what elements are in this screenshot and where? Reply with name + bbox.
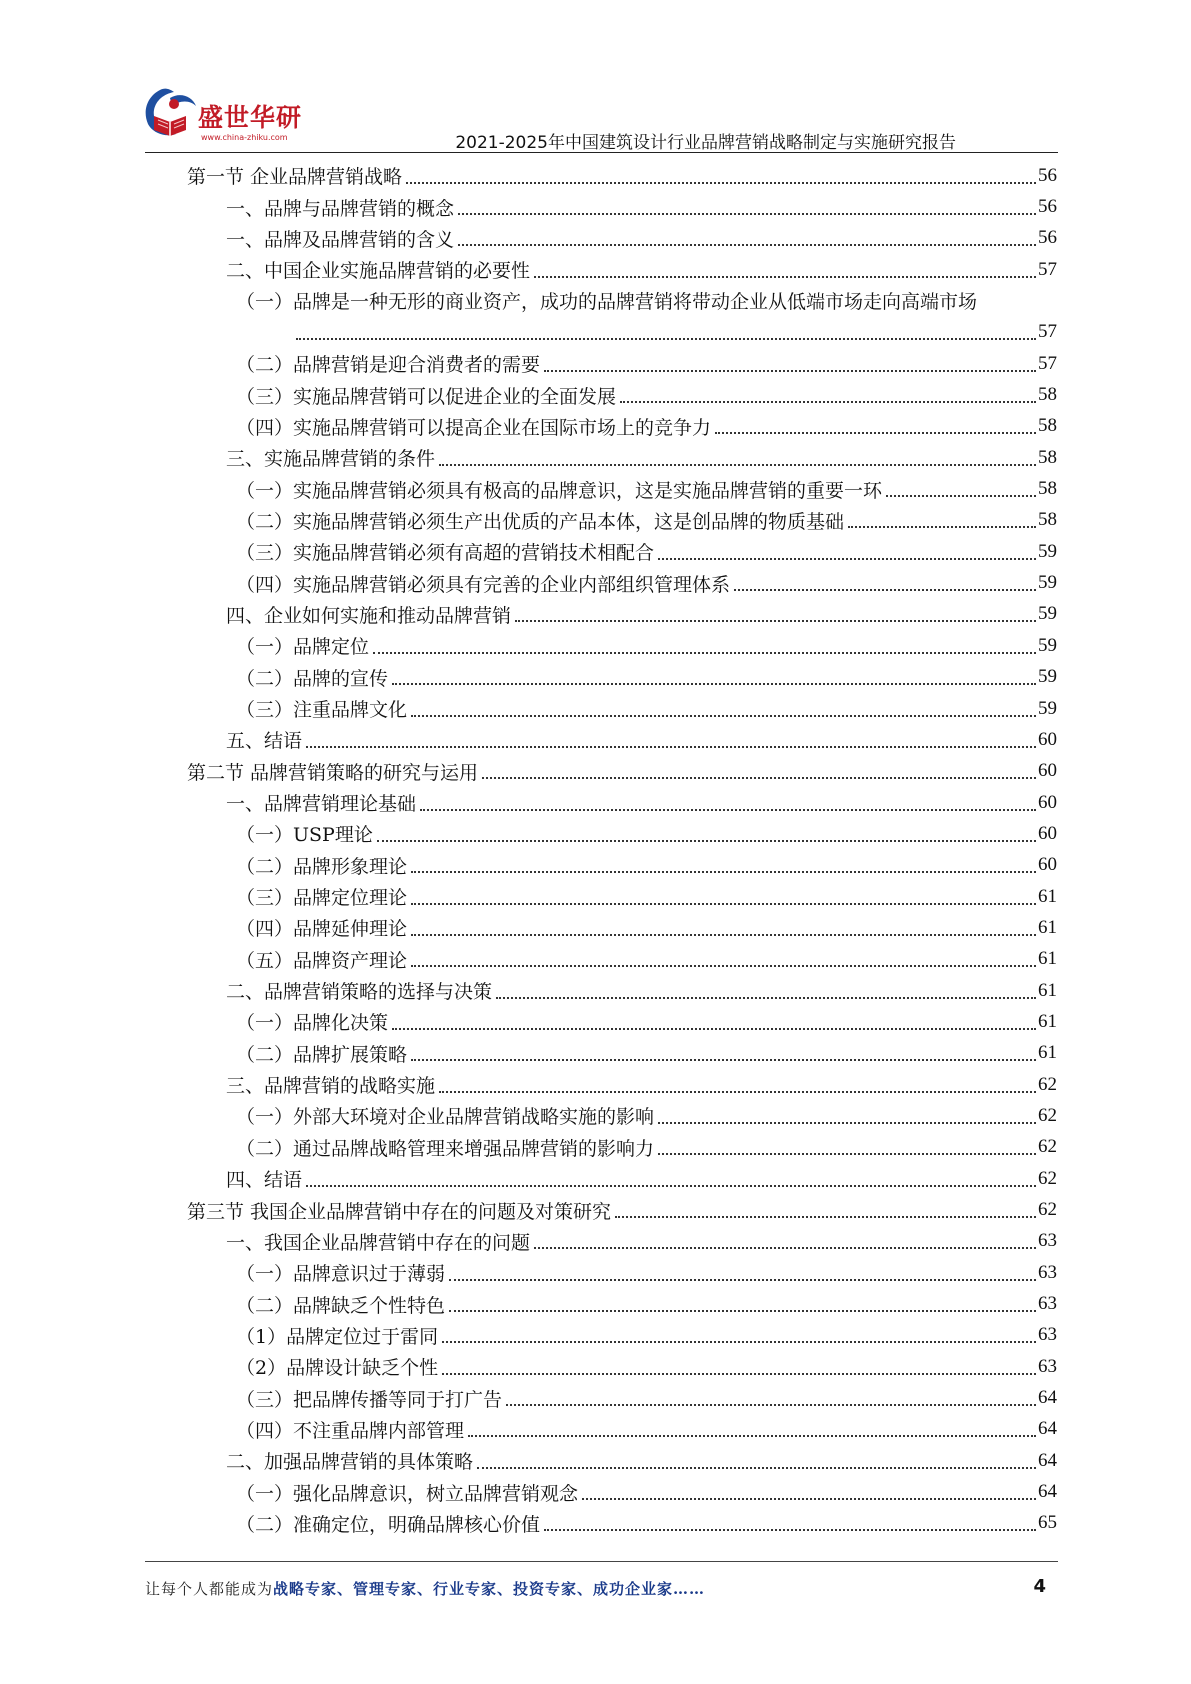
toc-entry-title: （一）品牌定位 xyxy=(236,636,370,659)
toc-dot-leader xyxy=(544,370,1036,372)
toc-dot-leader xyxy=(442,1373,1036,1375)
page-footer xyxy=(145,1578,1058,1608)
toc-entry[interactable] xyxy=(187,379,1057,410)
report-title: 2021-2025年中国建筑设计行业品牌营销战略制定与实施研究报告 xyxy=(455,133,956,153)
toc-entry[interactable] xyxy=(187,1163,1057,1194)
toc-entry-title: （四）实施品牌营销可以提高企业在国际市场上的竞争力 xyxy=(236,416,712,439)
toc-dot-leader xyxy=(715,432,1036,434)
toc-dot-leader xyxy=(411,965,1036,967)
toc-page-number: 58 xyxy=(1038,478,1057,500)
toc-page-number: 56 xyxy=(1038,227,1057,249)
toc-entry-title: （二）准确定位，明确品牌核心价值 xyxy=(236,1513,541,1536)
toc-dot-leader xyxy=(534,1247,1036,1249)
toc-dot-leader xyxy=(848,526,1036,528)
toc-dot-leader xyxy=(658,1153,1036,1155)
toc-entry[interactable] xyxy=(187,1069,1057,1100)
toc-entry-title: 一、品牌与品牌营销的概念 xyxy=(226,197,455,220)
toc-page-number: 61 xyxy=(1038,979,1057,1001)
toc-page-number: 62 xyxy=(1038,1199,1057,1221)
toc-entry-title: （二）通过品牌战略管理来增强品牌营销的影响力 xyxy=(236,1137,655,1160)
toc-entry-title: （四）品牌延伸理论 xyxy=(236,918,408,941)
toc-entry-title: （一）实施品牌营销必须具有极高的品牌意识，这是实施品牌营销的重要一环 xyxy=(236,479,883,502)
toc-entry-title: （一）外部大环境对企业品牌营销战略实施的影响 xyxy=(236,1106,655,1129)
toc-page-number: 59 xyxy=(1038,697,1057,719)
toc-dot-leader xyxy=(544,1529,1036,1531)
toc-dot-leader xyxy=(458,213,1036,215)
toc-page-number: 63 xyxy=(1038,1355,1057,1377)
brand-url: www.china-zhiku.com xyxy=(201,133,288,142)
toc-entry[interactable] xyxy=(187,787,1057,818)
toc-entry[interactable] xyxy=(187,442,1057,473)
toc-dot-leader xyxy=(496,997,1036,999)
toc-entry[interactable] xyxy=(187,473,1057,504)
toc-page-number: 61 xyxy=(1038,948,1057,970)
toc-entry-title: （2）品牌设计缺乏个性 xyxy=(236,1357,439,1380)
toc-entry[interactable] xyxy=(187,912,1057,943)
toc-entry-title: 四、企业如何实施和推动品牌营销 xyxy=(226,604,512,627)
toc-entry-title: （三）实施品牌营销必须有高超的营销技术相配合 xyxy=(236,542,655,565)
toc-entry[interactable] xyxy=(187,1476,1057,1507)
toc-dot-leader xyxy=(411,903,1036,905)
toc-entry[interactable] xyxy=(187,1382,1057,1413)
toc-entry-title: 一、品牌及品牌营销的含义 xyxy=(226,228,455,251)
toc-entry-title: （二）品牌的宣传 xyxy=(236,667,389,690)
toc-entry[interactable] xyxy=(187,662,1057,693)
toc-entry-title: 三、品牌营销的战略实施 xyxy=(226,1075,436,1098)
header-divider xyxy=(145,152,1058,153)
toc-dot-leader xyxy=(392,1028,1036,1030)
toc-entry-title: （1）品牌定位过于雷同 xyxy=(236,1325,439,1348)
toc-entry[interactable] xyxy=(187,1351,1057,1382)
toc-entry[interactable] xyxy=(187,1226,1057,1257)
toc-page-number: 61 xyxy=(1038,916,1057,938)
toc-entry[interactable] xyxy=(187,756,1057,787)
toc-dot-leader xyxy=(468,1435,1036,1437)
toc-entry[interactable] xyxy=(187,881,1057,912)
toc-page-number: 62 xyxy=(1038,1073,1057,1095)
toc-dot-leader xyxy=(458,244,1036,246)
slogan-prefix: 让每个人都能成为 xyxy=(145,1580,274,1598)
toc-dot-leader xyxy=(658,1122,1036,1124)
toc-entry-title: （二）实施品牌营销必须生产出优质的产品本体，这是创品牌的物质基础 xyxy=(236,510,845,533)
toc-entry[interactable] xyxy=(187,1132,1057,1163)
toc-dot-leader xyxy=(411,1059,1036,1061)
toc-page-number: 60 xyxy=(1038,854,1057,876)
toc-entry-title: 二、中国企业实施品牌营销的必要性 xyxy=(226,260,531,283)
toc-page-number: 64 xyxy=(1038,1387,1057,1409)
toc-dot-leader xyxy=(377,840,1036,842)
toc-dot-leader xyxy=(449,1279,1036,1281)
toc-entry[interactable] xyxy=(187,1508,1057,1539)
toc-entry[interactable] xyxy=(187,348,1057,379)
toc-page-number: 62 xyxy=(1038,1104,1057,1126)
toc-dot-leader xyxy=(477,1467,1036,1469)
toc-page-number: 58 xyxy=(1038,446,1057,468)
toc-dot-leader xyxy=(734,589,1036,591)
toc-entry[interactable] xyxy=(187,1445,1057,1476)
toc-entry-wrapped[interactable] xyxy=(187,285,1057,316)
toc-entry[interactable] xyxy=(187,1194,1057,1225)
toc-entry-title: 四、结语 xyxy=(226,1169,303,1192)
brand-logo xyxy=(140,82,320,152)
toc-page-number: 57 xyxy=(1038,258,1057,280)
toc-entry-title: 三、实施品牌营销的条件 xyxy=(226,448,436,471)
toc-entry[interactable] xyxy=(187,1320,1057,1351)
toc-entry-title: 一、我国企业品牌营销中存在的问题 xyxy=(226,1231,531,1254)
toc-entry[interactable] xyxy=(187,223,1057,254)
page-header xyxy=(0,0,1191,152)
footer-divider xyxy=(145,1561,1058,1562)
toc-page-number: 59 xyxy=(1038,540,1057,562)
toc-page-number: 58 xyxy=(1038,415,1057,437)
toc-dot-leader xyxy=(406,182,1036,184)
toc-entry-title: （一）强化品牌意识，树立品牌营销观念 xyxy=(236,1482,579,1505)
brand-name: 盛世华研 xyxy=(198,103,303,132)
toc-entry-title: （四）不注重品牌内部管理 xyxy=(236,1419,465,1442)
toc-entry-title: （一）USP理论 xyxy=(236,824,373,847)
toc-page-number: 61 xyxy=(1038,1010,1057,1032)
toc-page-number: 64 xyxy=(1038,1481,1057,1503)
toc-page-number: 60 xyxy=(1038,822,1057,844)
toc-page-number: 56 xyxy=(1038,196,1057,218)
toc-page-number: 64 xyxy=(1038,1418,1057,1440)
toc-entry[interactable] xyxy=(187,1006,1057,1037)
toc-entry-title: （一）品牌是一种无形的商业资产，成功的品牌营销将带动企业从低端市场走向高端市场 xyxy=(236,291,978,314)
toc-page-number: 59 xyxy=(1038,666,1057,688)
toc-dot-leader xyxy=(306,746,1036,748)
toc-page-number: 60 xyxy=(1038,760,1057,782)
toc-entry-wrapped-continuation[interactable] xyxy=(187,316,1057,348)
toc-dot-leader xyxy=(615,1216,1036,1218)
toc-entry[interactable] xyxy=(187,1414,1057,1445)
page-number: 4 xyxy=(1033,1576,1046,1597)
toc-entry-title: （一）品牌意识过于薄弱 xyxy=(236,1263,446,1286)
toc-entry-title: （四）实施品牌营销必须具有完善的企业内部组织管理体系 xyxy=(236,573,731,596)
toc-dot-leader xyxy=(420,809,1036,811)
toc-dot-leader xyxy=(506,1404,1036,1406)
toc-entry[interactable] xyxy=(187,191,1057,222)
toc-entry[interactable] xyxy=(187,160,1057,191)
toc-dot-leader xyxy=(534,276,1036,278)
toc-page-number: 58 xyxy=(1038,509,1057,531)
toc-entry-title: （五）品牌资产理论 xyxy=(236,949,408,972)
toc-dot-leader xyxy=(439,1091,1036,1093)
toc-entry[interactable] xyxy=(187,599,1057,630)
toc-entry[interactable] xyxy=(187,850,1057,881)
toc-entry[interactable] xyxy=(187,944,1057,975)
toc-entry-title: （一）品牌化决策 xyxy=(236,1012,389,1035)
toc-entry-title: （二）品牌扩展策略 xyxy=(236,1043,408,1066)
toc-entry-title: （二）品牌营销是迎合消费者的需要 xyxy=(236,354,541,377)
toc-page-number: 60 xyxy=(1038,791,1057,813)
toc-entry[interactable] xyxy=(187,693,1057,724)
toc-dot-leader xyxy=(442,1341,1036,1343)
toc-page-number: 61 xyxy=(1038,1042,1057,1064)
toc-entry-title: 二、加强品牌营销的具体策略 xyxy=(226,1451,474,1474)
toc-entry-title: （二）品牌缺乏个性特色 xyxy=(236,1294,446,1317)
toc-dot-leader xyxy=(411,934,1036,936)
book-logo-icon xyxy=(140,82,202,142)
toc-page-number: 59 xyxy=(1038,603,1057,625)
toc-entry[interactable] xyxy=(187,1288,1057,1319)
toc-entry-title: 二、品牌营销策略的选择与决策 xyxy=(226,981,493,1004)
toc-entry[interactable] xyxy=(187,536,1057,567)
toc-entry-title: 五、结语 xyxy=(226,730,303,753)
toc-entry[interactable] xyxy=(187,505,1057,536)
slogan-roles: 战略专家、管理专家、行业专家、投资专家、成功企业家…… xyxy=(273,1580,706,1598)
toc-dot-leader xyxy=(582,1498,1036,1500)
toc-page-number: 63 xyxy=(1038,1324,1057,1346)
toc-entry-title: （三）品牌定位理论 xyxy=(236,887,408,910)
toc-entry-title: 第一节 企业品牌营销战略 xyxy=(187,166,403,189)
toc-dot-leader xyxy=(515,620,1036,622)
toc-entry[interactable] xyxy=(187,724,1057,755)
toc-page-number: 59 xyxy=(1038,572,1057,594)
toc-page-number: 59 xyxy=(1038,634,1057,656)
toc-entry-title: （三）把品牌传播等同于打广告 xyxy=(236,1388,503,1411)
toc-page-number: 57 xyxy=(1038,321,1057,343)
toc-entry[interactable] xyxy=(187,1257,1057,1288)
toc-dot-leader xyxy=(658,558,1036,560)
toc-page-number: 63 xyxy=(1038,1261,1057,1283)
toc-dot-leader xyxy=(296,338,1036,340)
toc-entry-title: 第三节 我国企业品牌营销中存在的问题及对策研究 xyxy=(187,1200,612,1223)
table-of-contents xyxy=(187,160,1057,1539)
toc-dot-leader xyxy=(482,777,1036,779)
toc-entry[interactable] xyxy=(187,818,1057,849)
toc-entry-title: （三）实施品牌营销可以促进企业的全面发展 xyxy=(236,385,617,408)
toc-entry[interactable] xyxy=(187,1100,1057,1131)
toc-page-number: 60 xyxy=(1038,728,1057,750)
toc-page-number: 63 xyxy=(1038,1293,1057,1315)
toc-page-number: 65 xyxy=(1038,1512,1057,1534)
toc-dot-leader xyxy=(886,495,1036,497)
toc-entry[interactable] xyxy=(187,567,1057,598)
footer-slogan xyxy=(145,1578,705,1599)
toc-entry-title: （二）品牌形象理论 xyxy=(236,855,408,878)
toc-dot-leader xyxy=(449,1310,1036,1312)
toc-dot-leader xyxy=(306,1185,1036,1187)
toc-page-number: 63 xyxy=(1038,1230,1057,1252)
toc-entry[interactable] xyxy=(187,975,1057,1006)
toc-page-number: 61 xyxy=(1038,885,1057,907)
toc-dot-leader xyxy=(373,652,1036,654)
toc-dot-leader xyxy=(620,401,1036,403)
toc-page-number: 56 xyxy=(1038,164,1057,186)
toc-dot-leader xyxy=(411,715,1036,717)
toc-page-number: 57 xyxy=(1038,352,1057,374)
toc-entry-title: 一、品牌营销理论基础 xyxy=(226,793,417,816)
toc-entry[interactable] xyxy=(187,411,1057,442)
toc-entry-title: （三）注重品牌文化 xyxy=(236,699,408,722)
toc-entry[interactable] xyxy=(187,1038,1057,1069)
toc-page-number: 62 xyxy=(1038,1136,1057,1158)
toc-page-number: 58 xyxy=(1038,384,1057,406)
toc-dot-leader xyxy=(392,683,1036,685)
toc-entry-title: 第二节 品牌营销策略的研究与运用 xyxy=(187,761,479,784)
toc-dot-leader xyxy=(411,871,1036,873)
toc-entry[interactable] xyxy=(187,630,1057,661)
toc-page-number: 62 xyxy=(1038,1167,1057,1189)
toc-page-number: 64 xyxy=(1038,1449,1057,1471)
toc-entry[interactable] xyxy=(187,254,1057,285)
toc-dot-leader xyxy=(439,464,1036,466)
